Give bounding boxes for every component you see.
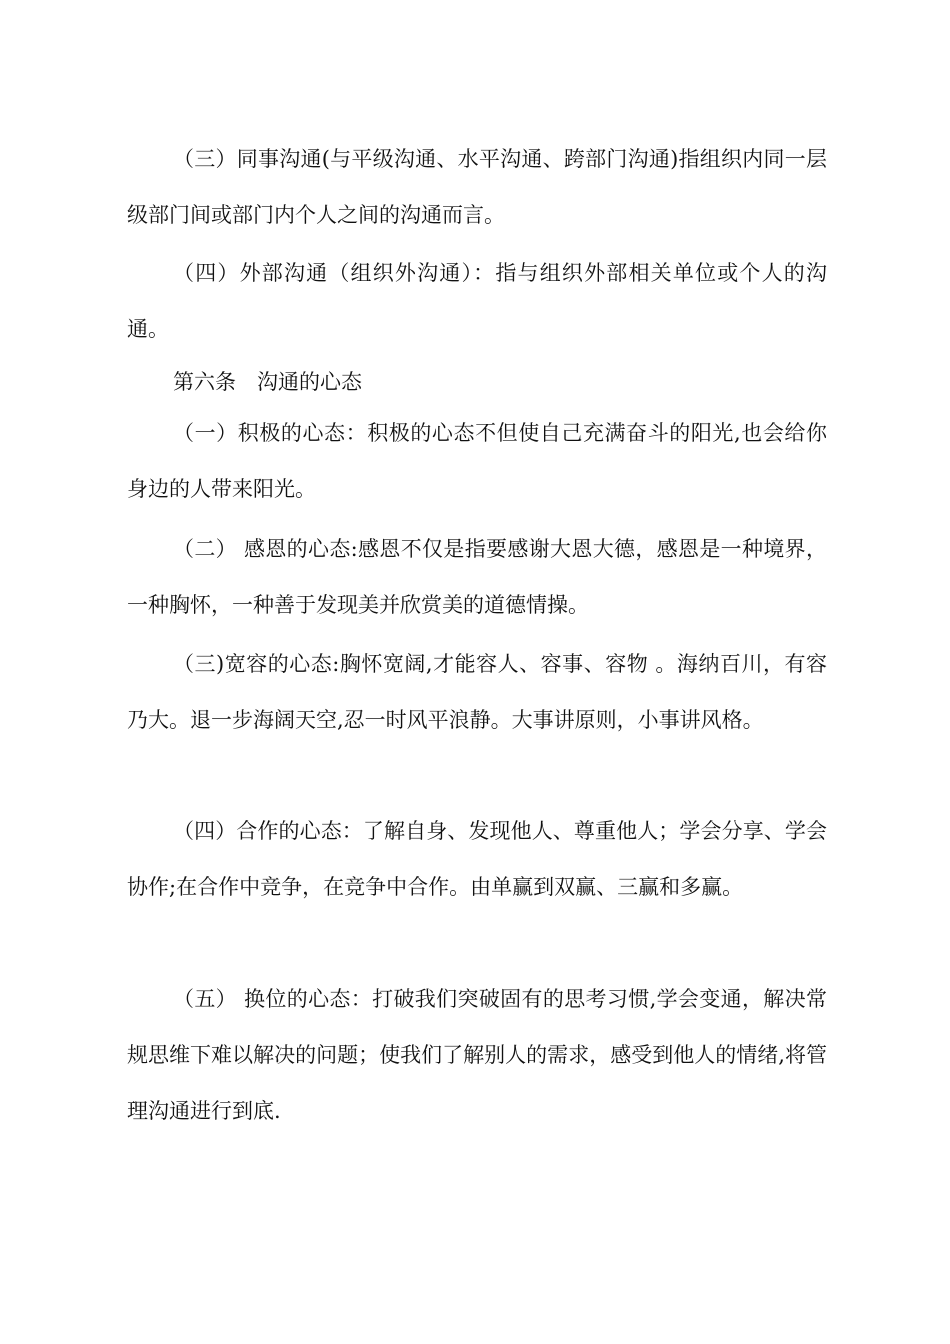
paragraph-positive-attitude: （一）积极的心态：积极的心态不但使自己充满奋斗的阳光,也会给你身边的人带来阳光。 <box>127 421 827 501</box>
paragraph-peer-communication: （三）同事沟通(与平级沟通、水平沟通、跨部门沟通)指组织内同一层级部门间或部门内个人之间的沟通而言。 <box>127 147 827 227</box>
paragraph-cooperation-attitude: （四）合作的心态：了解自身、发现他人、尊重他人；学会分享、学会协作;在合作中竞争，在竞争中合作。由单赢到双赢、三赢和多赢。 <box>127 819 827 899</box>
paragraph-gratitude-attitude: （二） 感恩的心态:感恩不仅是指要感谢大恩大德，感恩是一种境界，一种胸怀，一种善于发现美并欣赏美的道德情操。 <box>127 537 827 617</box>
paragraph-tolerance-attitude: （三)宽容的心态:胸怀宽阔,才能容人、容事、容物 。海纳百川，有容乃大。退一步海阔天空,忍一时风平浪静。大事讲原则，小事讲风格。 <box>127 652 827 732</box>
paragraph-empathy-attitude: （五） 换位的心态：打破我们突破固有的思考习惯,学会变通，解决常规思维下难以解决的问题；使我们了解别人的需求，感受到他人的情绪,将管理沟通进行到底. <box>127 987 827 1123</box>
paragraph-external-communication: （四）外部沟通（组织外沟通）：指与组织外部相关单位或个人的沟通。 <box>127 261 827 341</box>
article-heading: 第六条 沟通的心态 <box>173 370 362 394</box>
